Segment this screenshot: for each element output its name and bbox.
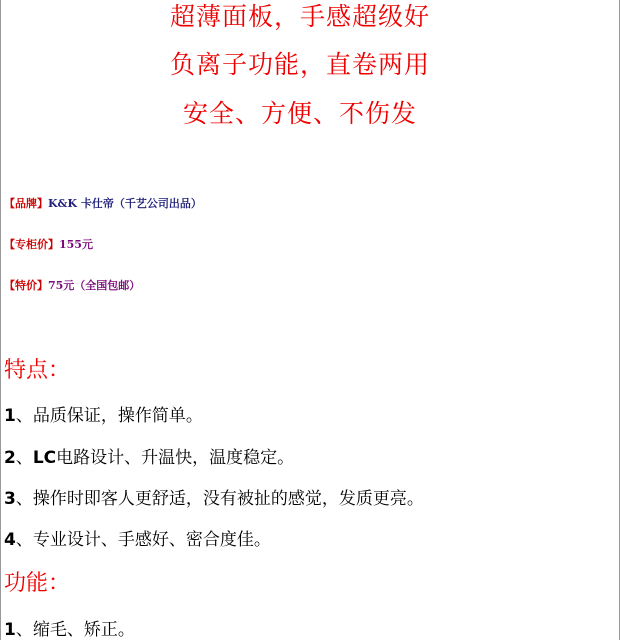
special-price-line xyxy=(4,279,140,293)
headline-2: 负离子功能，直卷两用 xyxy=(169,50,430,79)
function-text: 、缩毛、矫正。 xyxy=(15,620,135,640)
headline-3: 安全、方便、不伤发 xyxy=(182,99,417,128)
feature-item xyxy=(4,405,203,427)
feature-number: 1 xyxy=(4,406,16,426)
feature-text-ascii: LC xyxy=(32,448,57,468)
feature-number: 2 xyxy=(4,448,16,468)
special-price-tag: 【特价】 xyxy=(4,279,48,292)
feature-text: 、品质保证，操作简单。 xyxy=(15,406,203,426)
feature-number: 3 xyxy=(4,489,16,509)
feature-item xyxy=(4,447,294,469)
feature-text-prefix: 、 xyxy=(15,448,33,468)
feature-text: 电路设计、升温快，温度稳定。 xyxy=(56,448,295,468)
feature-item xyxy=(4,529,271,551)
counter-price-line xyxy=(4,238,93,252)
brand-line xyxy=(4,197,202,211)
function-item xyxy=(4,619,135,641)
feature-item xyxy=(4,488,424,510)
headline-1: 超薄面板，手感超级好 xyxy=(169,2,430,31)
feature-text: 、专业设计、手感好、密合度佳。 xyxy=(15,530,271,550)
brand-tag: 【品牌】 xyxy=(4,197,48,210)
function-number: 1 xyxy=(4,620,16,640)
counter-price-tag: 【专柜价】 xyxy=(4,238,59,251)
special-price-value: 75元（全国包邮） xyxy=(48,279,141,292)
features-title: 特点： xyxy=(4,358,71,383)
feature-text: 、操作时即客人更舒适，没有被扯的感觉，发质更亮。 xyxy=(15,489,424,509)
counter-price-value: 155元 xyxy=(59,238,93,251)
feature-number: 4 xyxy=(4,530,16,550)
brand-value: K&K 卡仕帝（千艺公司出品） xyxy=(48,197,202,210)
functions-title: 功能： xyxy=(4,571,71,596)
